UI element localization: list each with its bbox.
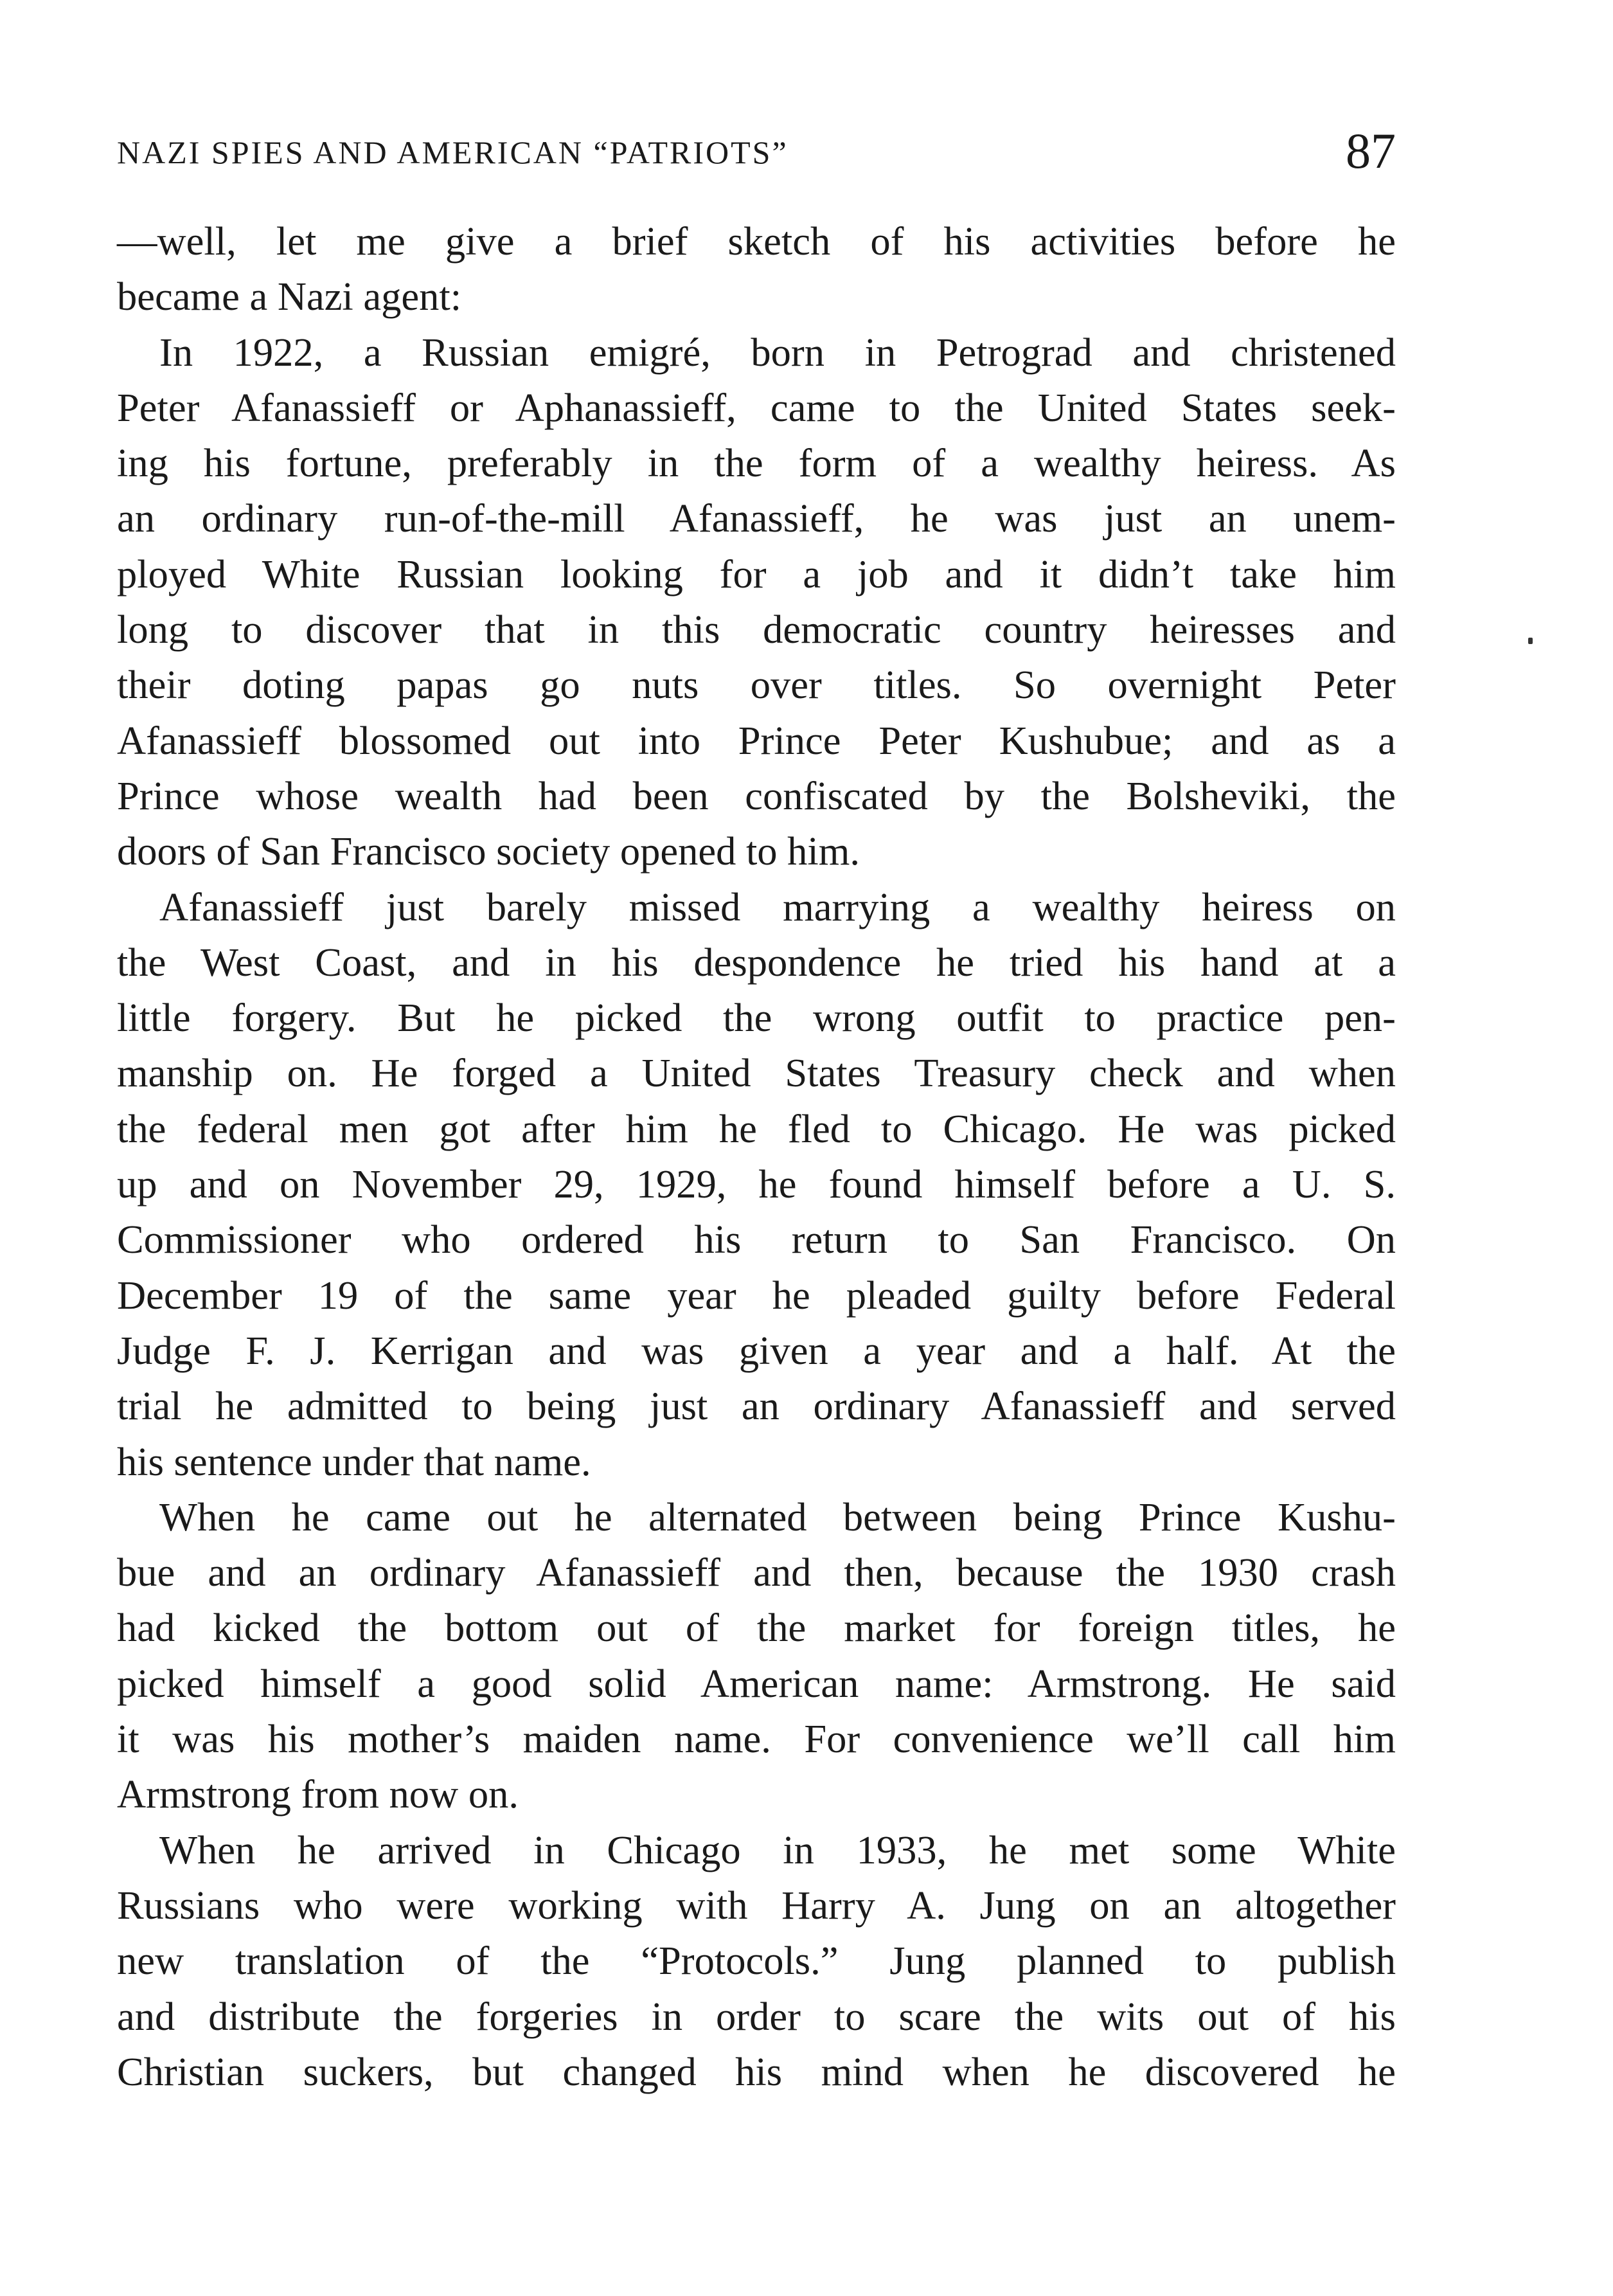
text-line: new translation of the “Protocols.” Jung planned to publish	[117, 1938, 1396, 1984]
text-line: December 19 of the same year he pleaded guilty before Federal	[117, 1272, 1396, 1318]
text-line: Prince whose wealth had been confiscated by the Bolsheviki, the	[117, 773, 1396, 818]
text-line: picked himself a good solid American name: Armstrong. He said	[117, 1660, 1396, 1706]
text-line: When he arrived in Chicago in 1933, he met some White	[159, 1827, 1396, 1872]
text-line: his sentence under that name.	[117, 1439, 591, 1484]
text-line: the federal men got after him he fled to Chicago. He was picked	[117, 1106, 1396, 1151]
text-line: ing his fortune, preferably in the form of a wealthy heiress. As	[117, 440, 1396, 486]
paragraph-4	[117, 1489, 1396, 1822]
text-line: Armstrong from now on.	[117, 1771, 519, 1817]
text-line: In 1922, a Russian emigré, born in Petrograd and christened	[159, 329, 1396, 375]
text-line: manship on. He forged a United States Treasury check and when	[117, 1050, 1396, 1096]
running-title: NAZI SPIES AND AMERICAN “PATRIOTS”	[117, 134, 789, 170]
ink-speck	[1528, 638, 1533, 644]
text-line: up and on November 29, 1929, he found himself before a U. S.	[117, 1161, 1396, 1207]
text-line: the West Coast, and in his despondence he tried his hand at a	[117, 939, 1396, 985]
text-line: long to discover that in this democratic country heiresses and	[117, 607, 1396, 652]
text-line: doors of San Francisco society opened to him.	[117, 829, 860, 874]
paragraph-2	[117, 325, 1396, 879]
text-line: had kicked the bottom out of the market for foreign titles, he	[117, 1605, 1396, 1651]
text-line: Commissioner who ordered his return to San Francisco. On	[117, 1217, 1396, 1262]
text-line: trial he admitted to being just an ordinary Afanassieff and served	[117, 1383, 1396, 1429]
paragraph-3	[117, 879, 1396, 1489]
book-page	[117, 122, 1396, 2099]
text-line: ployed White Russian looking for a job and it didn’t take him	[117, 551, 1396, 596]
text-line: Afanassieff blossomed out into Prince Peter Kushubue; and as a	[117, 717, 1396, 763]
text-line: Russians who were working with Harry A. Jung on an altogether	[117, 1882, 1396, 1928]
paragraph-5	[117, 1822, 1396, 2099]
text-line: Peter Afanassieff or Aphanassieff, came to the United States seek-	[117, 384, 1396, 430]
text-line: it was his mother’s maiden name. For convenience we’ll call him	[117, 1716, 1396, 1762]
text-line: Christian suckers, but changed his mind when he discovered he	[117, 2049, 1396, 2094]
text-line: Afanassieff just barely missed marrying a wealthy heiress on	[159, 884, 1396, 929]
paragraph-1	[117, 213, 1396, 325]
body-text	[117, 213, 1396, 2099]
text-line: little forgery. But he picked the wrong outfit to practice pen-	[117, 995, 1396, 1041]
text-line: —well, let me give a brief sketch of his activities before he	[117, 219, 1396, 264]
text-line: an ordinary run-of-the-mill Afanassieff, he was just an unem-	[117, 496, 1396, 541]
text-line: Judge F. J. Kerrigan and was given a year and a half. At the	[117, 1327, 1396, 1373]
text-line: When he came out he alternated between being Prince Kushu-	[159, 1494, 1396, 1539]
text-line: and distribute the forgeries in order to scare the wits out of his	[117, 1993, 1396, 2039]
text-line: became a Nazi agent:	[117, 274, 462, 319]
page-number: 87	[1346, 123, 1396, 179]
text-line: their doting papas go nuts over titles. So overnight Peter	[117, 662, 1396, 708]
running-head	[117, 122, 1396, 193]
text-line: bue and an ordinary Afanassieff and then, because the 1930 crash	[117, 1550, 1396, 1595]
